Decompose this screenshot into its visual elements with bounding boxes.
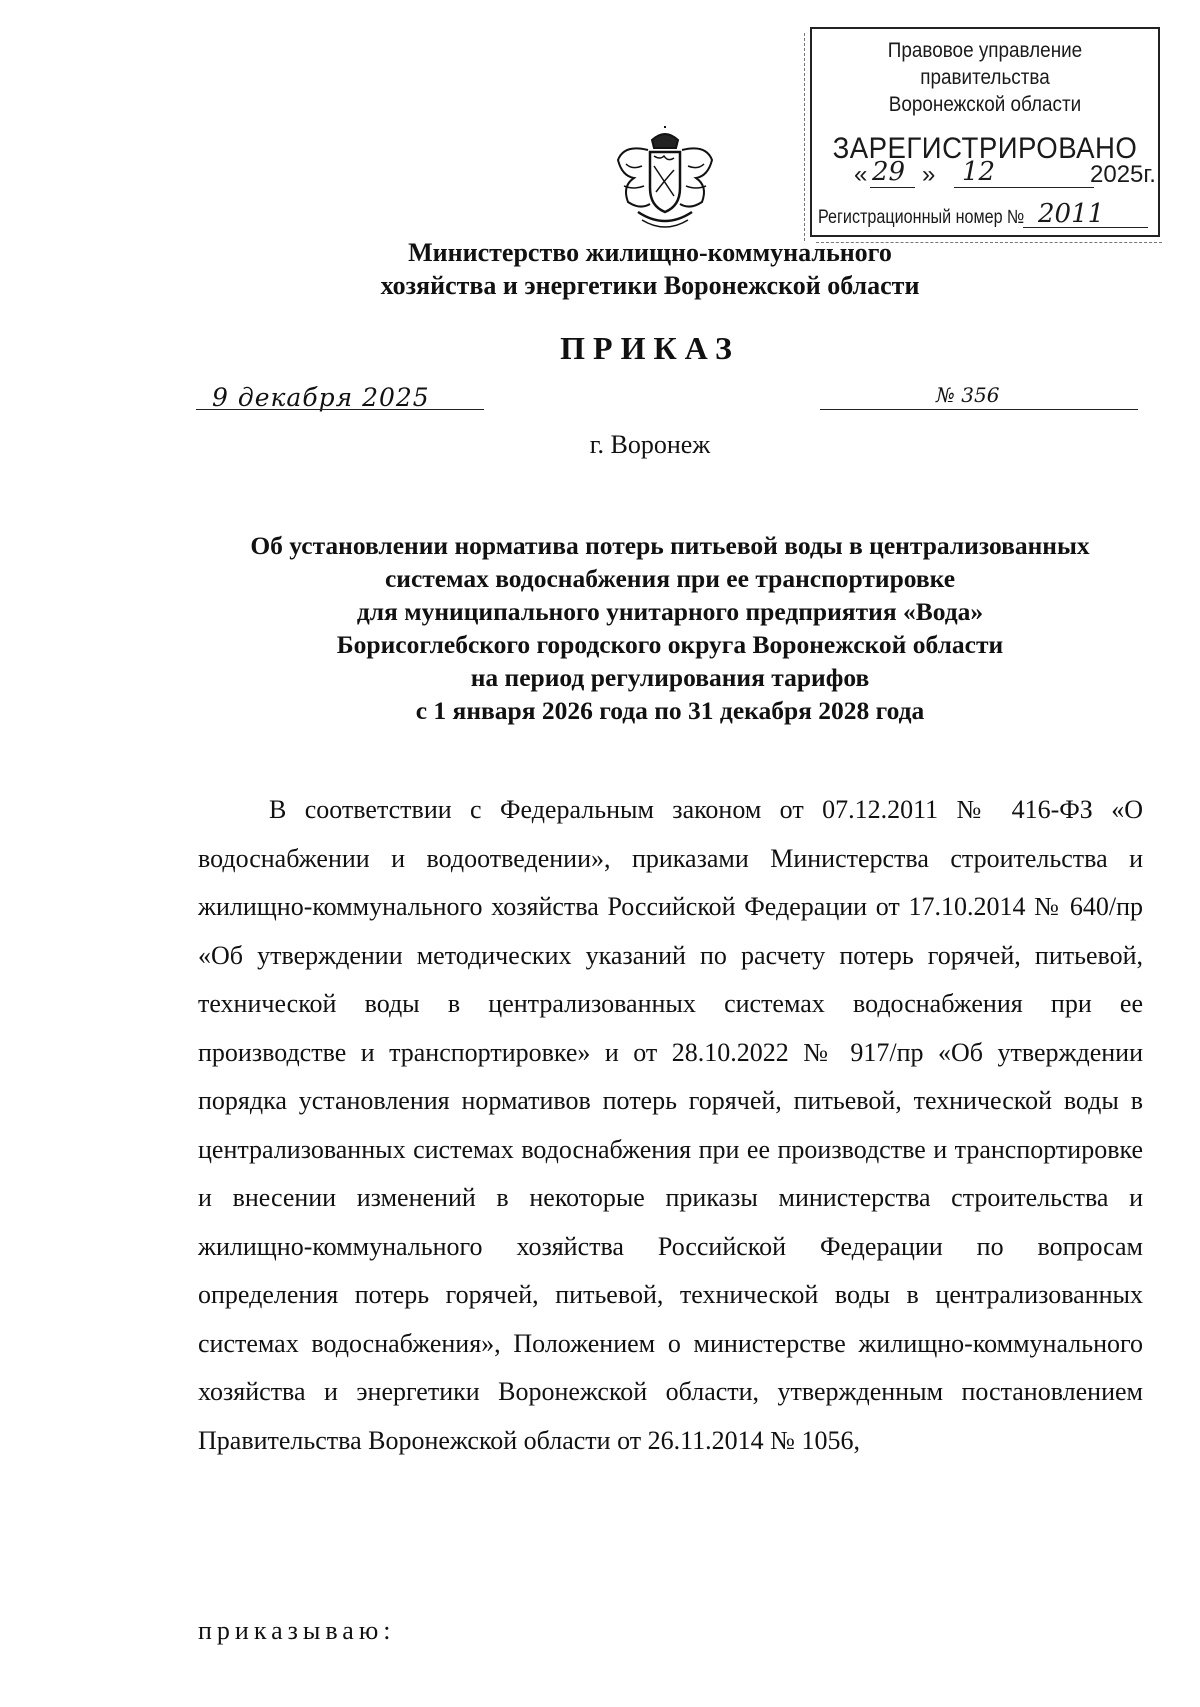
stamp-day-underline	[870, 187, 915, 188]
stamp-reg-label: Регистрационный номер №	[818, 207, 1025, 228]
document-type: ПРИКАЗ	[560, 330, 740, 366]
coat-of-arms-icon	[612, 126, 718, 238]
stamp-reg-underline	[1023, 227, 1148, 228]
ministry-name	[330, 236, 970, 302]
title-line3: для муниципального унитарного предприятия «Вода»	[356, 597, 984, 626]
order-number-underline	[820, 409, 1138, 410]
order-directive-word: приказываю:	[198, 1616, 396, 1645]
stamp-registration-number	[818, 201, 1154, 231]
ministry-name-line1: Министерство жилищно-коммунального	[408, 238, 892, 267]
order-date-field	[196, 383, 484, 423]
ministry-name-line2: хозяйства и энергетики Воронежской области	[380, 271, 920, 300]
order-number-handwritten: № 356	[936, 383, 1000, 407]
title-line5: на период регулирования тарифов	[470, 663, 870, 692]
stamp-quote-open: «	[854, 161, 868, 188]
title-line2: системах водоснабжения при ее транспортировке	[384, 564, 956, 593]
stamp-org-line2: Воронежской области	[888, 93, 1082, 116]
stamp-registered-label: ЗАРЕГИСТРИРОВАНО	[832, 132, 1138, 165]
stamp-quote-close: »	[922, 161, 936, 188]
order-number-field	[820, 383, 1138, 423]
title-line1: Об установлении норматива потерь питьевой воды в централизованных	[250, 531, 1090, 560]
preamble-paragraph: В соответствии с Федеральным законом от 07.12.2011 № 416-ФЗ «О водоснабжении и водоотведении», приказами Министерства строительства и жилищно-коммунального хозяйства Российской Федерации от 17.10.2014 № 640/пр «Об утверждении методических указаний по расчету потерь горячей, питьевой, технической воды в централизованных системах водоснабжения при ее производстве и транспортировке» и от 28.10.2022 № 917/пр «Об утверждении порядка установления нормативов потерь горячей, питьевой, технической воды в централизованных системах водоснабжения при ее производстве и транспортировке и внесении изменений в некоторые приказы министерства строительства и жилищно-коммунального хозяйства Российской Федерации по вопросам определения потерь горячей, питьевой, технической воды в централизованных системах водоснабжения», Положением о министерстве жилищно-коммунального хозяйства и энергетики Воронежской области, утвержденным постановлением Правительства Воронежской области от 26.11.2014 № 1056,	[198, 795, 1143, 1455]
stamp-reg-number: 2011	[1038, 199, 1105, 229]
stamp-month-underline	[954, 187, 1094, 188]
document-title	[190, 529, 1150, 727]
title-line6: с 1 января 2026 года по 31 декабря 2028 года	[415, 696, 925, 725]
order-date-handwritten: 9 декабря 2025	[212, 383, 430, 412]
order-date-underline	[196, 409, 484, 410]
stamp-month: 12	[962, 157, 996, 187]
stamp-day: 29	[872, 157, 906, 187]
city-name: г. Воронеж	[589, 430, 711, 459]
title-line4: Борисоглебского городского округа Воронежской области	[336, 630, 1004, 659]
stamp-date	[842, 157, 1156, 195]
stamp-year: 2025г.	[1090, 161, 1156, 188]
stamp-organization	[829, 37, 1140, 118]
stamp-org-line1: Правовое управление правительства	[887, 39, 1083, 89]
registration-stamp	[810, 27, 1160, 237]
